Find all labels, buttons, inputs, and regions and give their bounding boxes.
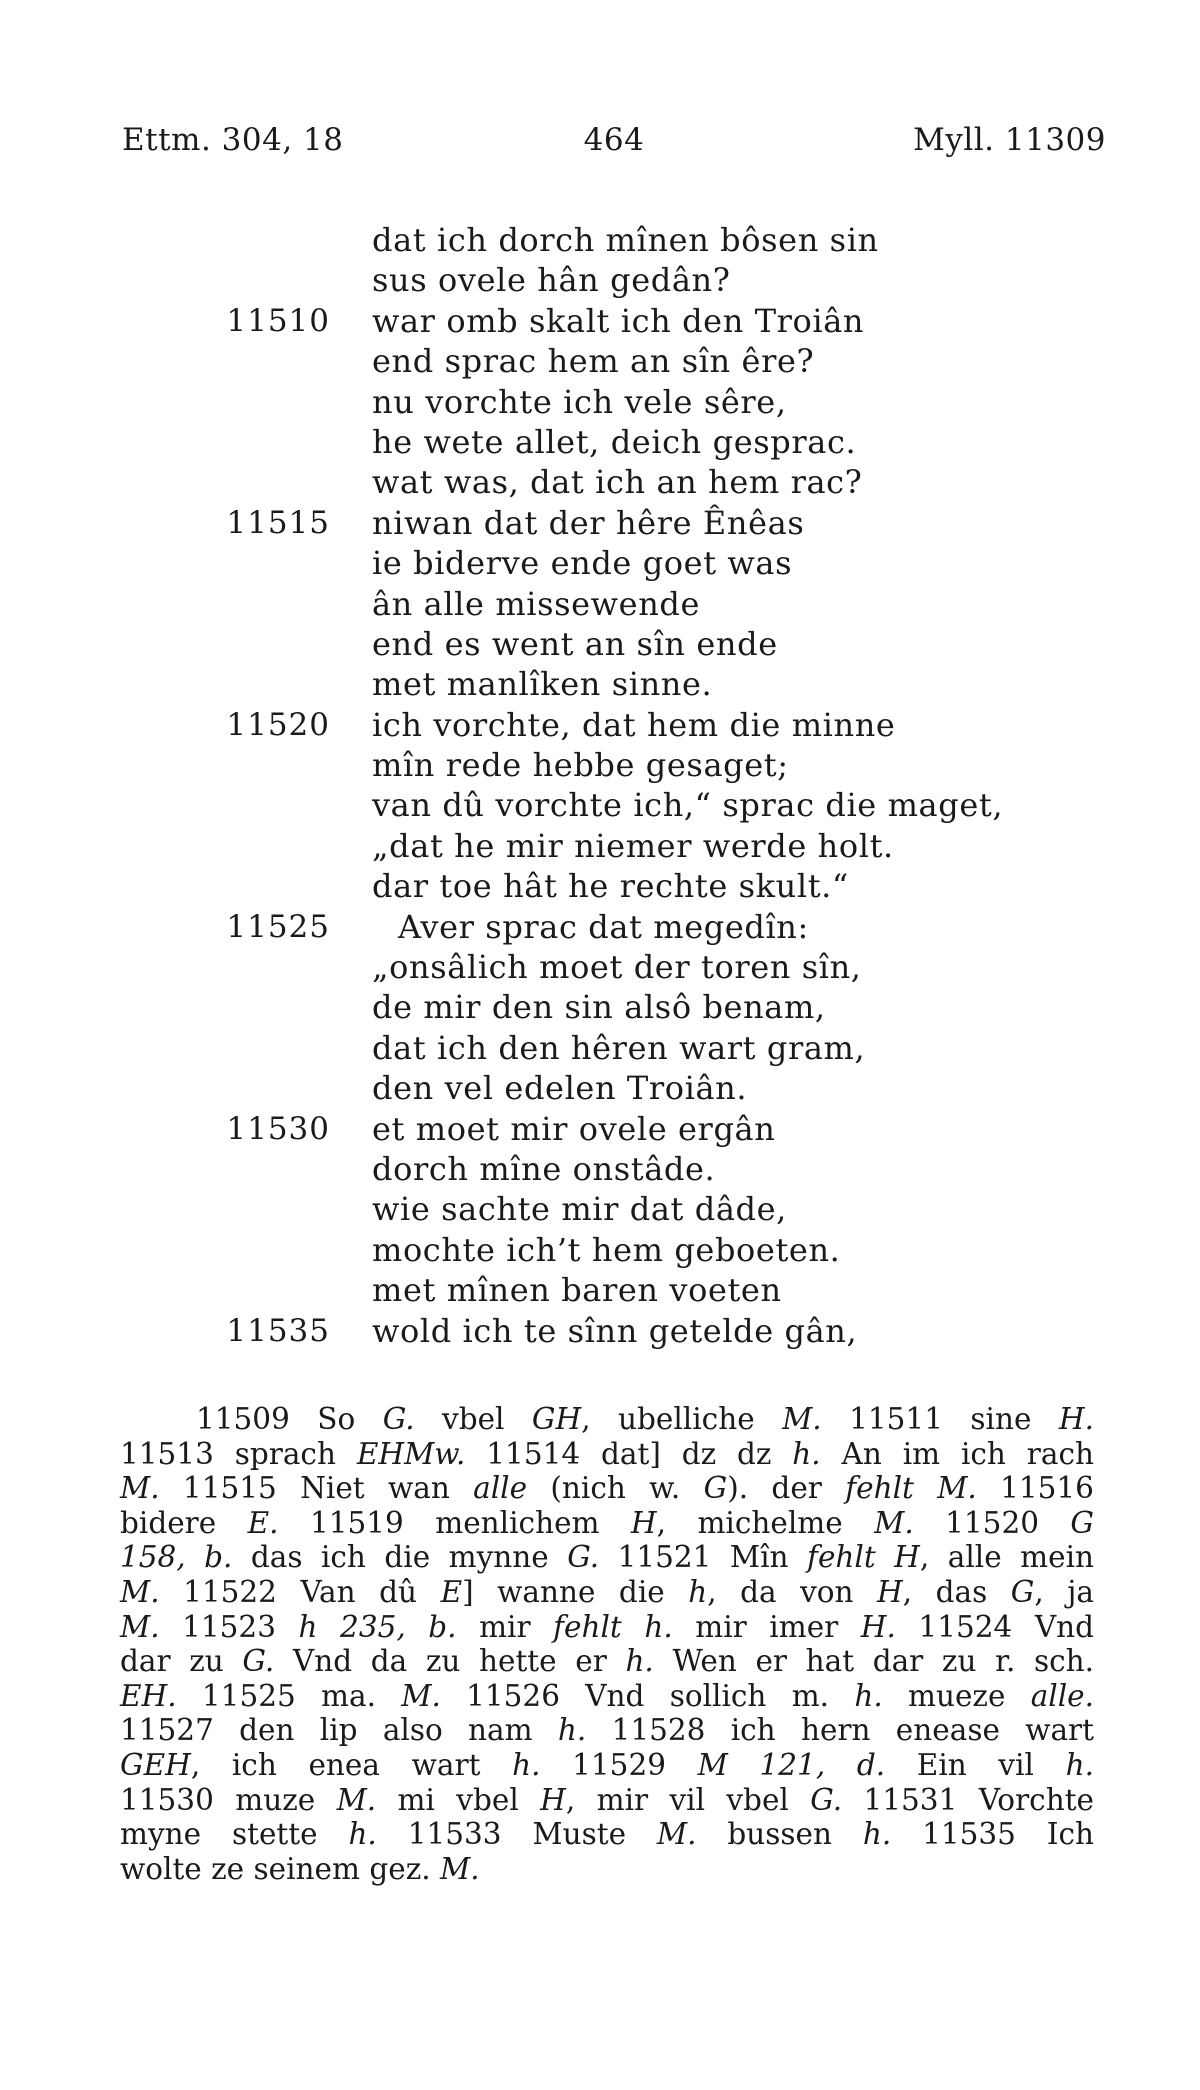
verse-text: „dat he mir niemer werde holt. (372, 826, 894, 865)
verse-text: met mînen baren voeten (372, 1271, 782, 1310)
siglum-italic: GEH (120, 1747, 191, 1782)
apparatus-text: 11513 sprach (120, 1436, 357, 1471)
apparatus-text: das ich die mynne (232, 1540, 568, 1575)
apparatus-text: vbel (414, 1402, 532, 1436)
siglum-italic: EHMw. (356, 1436, 466, 1471)
verse-line (0, 382, 1200, 422)
apparatus-text: mir (456, 1609, 554, 1644)
siglum-italic: M. (782, 1402, 822, 1436)
verse-text: et moet mir ovele ergân (372, 1109, 776, 1148)
apparatus-line (120, 1610, 1094, 1645)
siglum-italic: fehlt H (807, 1540, 920, 1575)
page-header (122, 118, 1106, 162)
siglum-italic: M. (120, 1574, 160, 1609)
siglum-italic: h 235, b. (298, 1609, 457, 1644)
apparatus-text: 11519 menlichem (278, 1505, 631, 1540)
apparatus-text: ). der (727, 1471, 846, 1506)
siglum-italic: EH. (120, 1678, 177, 1713)
apparatus-line (120, 1852, 1094, 1887)
verse-line (0, 341, 1200, 381)
verse-line (0, 1149, 1200, 1189)
verse-text: den vel edelen Troiân. (372, 1069, 748, 1108)
siglum-italic: h. (348, 1817, 377, 1852)
siglum-italic: H. (860, 1609, 896, 1644)
verse-text: dat ich den hêren wart gram, (372, 1028, 866, 1067)
apparatus-line (120, 1402, 1094, 1437)
verse-text: dat ich dorch mînen bôsen sin (372, 221, 879, 259)
verse-line (0, 422, 1200, 462)
apparatus-line (120, 1437, 1094, 1472)
verse-text: wie sachte mir dat dâde, (372, 1190, 787, 1229)
siglum-italic: M 121, d. (697, 1747, 886, 1782)
verse-text: sus ovele hân gedân? (372, 261, 731, 300)
verse-text: wat was, dat ich an hem rac? (372, 463, 863, 502)
verse-line (0, 664, 1200, 704)
apparatus-text: mir imer (672, 1609, 861, 1644)
verse-text: mochte ich’t hem geboeten. (372, 1230, 841, 1269)
verse-line (0, 1230, 1200, 1270)
header-left-reference: Ettm. 304, 18 (122, 122, 344, 158)
verse-line (0, 785, 1200, 825)
verse-line (0, 947, 1200, 987)
siglum-italic: H (630, 1505, 657, 1540)
line-number: 11535 (226, 1312, 330, 1349)
verse-text: ich vorchte, dat hem die minne (372, 705, 896, 744)
siglum-italic: G. (382, 1402, 415, 1436)
apparatus-text: Vnd da zu hette er (274, 1644, 626, 1679)
siglum-italic: M. (656, 1817, 697, 1852)
apparatus-text: Ein vil (885, 1747, 1066, 1782)
siglum-italic: E. (247, 1505, 279, 1540)
apparatus-text: , ich enea wart (190, 1747, 513, 1782)
apparatus-text: 11528 ich hern enease wart (586, 1713, 1094, 1748)
siglum-italic: M. (401, 1678, 441, 1713)
siglum-italic: h. (1065, 1747, 1094, 1782)
verse-text: „onsâlich moet der toren sîn, (372, 948, 862, 987)
header-right-reference: Myll. 11309 (913, 122, 1106, 158)
verse-text: niwan dat der hêre Ênêas (372, 503, 805, 542)
verse-text: end es went an sîn ende (372, 624, 778, 663)
verse-text: dorch mîne onstâde. (372, 1149, 716, 1188)
verse-text: end sprac hem an sîn êre? (372, 342, 815, 381)
apparatus-line (120, 1713, 1094, 1748)
verse-line (0, 301, 1200, 341)
siglum-italic: M. (120, 1471, 160, 1506)
apparatus-text: (nich w. (527, 1471, 704, 1506)
apparatus-text: Wen er hat dar zu r. sch. (653, 1644, 1094, 1679)
apparatus-line (120, 1679, 1094, 1714)
apparatus-text: 11511 sine (821, 1402, 1059, 1436)
line-number: 11530 (226, 1110, 330, 1147)
apparatus-line (120, 1471, 1094, 1506)
apparatus-text: 11527 den lip also nam (120, 1713, 558, 1748)
verse-line (0, 826, 1200, 866)
siglum-italic: G (703, 1471, 728, 1506)
line-number: 11515 (226, 504, 330, 541)
verse-line (0, 220, 1200, 260)
verse-text: ân alle missewende (372, 584, 701, 623)
siglum-italic: G. (810, 1782, 843, 1817)
siglum-italic: H. (1058, 1402, 1094, 1436)
siglum-italic: H (877, 1574, 903, 1609)
siglum-italic: h. (792, 1436, 821, 1471)
verse-line (0, 584, 1200, 624)
siglum-italic: M. (336, 1782, 377, 1817)
verse-line (0, 503, 1200, 543)
apparatus-text: 11526 Vnd sollich m. (440, 1678, 855, 1713)
siglum-italic: G (1070, 1505, 1094, 1540)
critical-apparatus (120, 1402, 1094, 1886)
siglum-italic: fehlt M. (845, 1471, 977, 1506)
apparatus-line (120, 1540, 1094, 1575)
siglum-italic: GH (531, 1402, 582, 1436)
apparatus-text: 11520 (913, 1505, 1071, 1540)
verse-line (0, 1270, 1200, 1310)
siglum-italic: alle. (1030, 1678, 1094, 1713)
verse-line (0, 1311, 1200, 1351)
siglum-italic: M. (440, 1851, 480, 1886)
apparatus-text: An im ich rach (820, 1436, 1095, 1471)
verse-block (0, 220, 1200, 1351)
apparatus-text: 11509 So (196, 1402, 383, 1436)
verse-line (0, 1189, 1200, 1229)
apparatus-text: wolte ze seinem gez. (120, 1851, 440, 1886)
siglum-italic: G. (567, 1540, 600, 1575)
verse-text: Aver sprac dat megedîn: (398, 907, 809, 946)
apparatus-line (120, 1506, 1094, 1541)
apparatus-line (120, 1644, 1094, 1679)
apparatus-text: , ja (1034, 1574, 1094, 1609)
verse-text: he wete allet, deich gesprac. (372, 422, 857, 461)
siglum-italic: alle (473, 1471, 528, 1506)
apparatus-text: 11525 ma. (176, 1678, 402, 1713)
line-number: 11510 (226, 302, 330, 339)
apparatus-text: , das (902, 1574, 1011, 1609)
apparatus-text: mueze (882, 1678, 1031, 1713)
apparatus-text: 11514 dat] dz dz (465, 1436, 793, 1471)
verse-line (0, 1028, 1200, 1068)
apparatus-text: , alle mein (919, 1540, 1095, 1575)
apparatus-text: 11516 (976, 1471, 1094, 1506)
apparatus-text: myne stette (120, 1817, 349, 1852)
siglum-italic: h. (862, 1817, 892, 1852)
siglum-italic: h (688, 1574, 708, 1609)
siglum-italic: h. (854, 1678, 883, 1713)
apparatus-line (120, 1748, 1094, 1783)
apparatus-text: , ubelliche (581, 1402, 783, 1436)
siglum-italic: E (440, 1574, 463, 1609)
verse-line (0, 260, 1200, 300)
siglum-italic: h. (512, 1747, 541, 1782)
apparatus-text: 11524 Vnd (895, 1609, 1095, 1644)
apparatus-text: 11533 Muste (376, 1817, 657, 1852)
page-number: 464 (583, 122, 645, 158)
verse-line (0, 1109, 1200, 1149)
apparatus-text: 11523 (159, 1609, 299, 1644)
apparatus-text: 11530 muze (120, 1782, 337, 1817)
siglum-italic: h. (625, 1644, 654, 1679)
siglum-italic: fehlt h. (553, 1609, 673, 1644)
verse-text: mîn rede hebbe gesaget; (372, 746, 789, 785)
apparatus-text: bussen (696, 1817, 863, 1852)
apparatus-text: 11515 Niet wan (159, 1471, 474, 1506)
verse-text: ie biderve ende goet was (372, 544, 793, 583)
apparatus-line (120, 1783, 1094, 1818)
verse-text: dar toe hât he rechte skult.“ (372, 867, 849, 906)
verse-text: nu vorchte ich vele sêre, (372, 382, 787, 421)
apparatus-text: 11535 Ich (891, 1817, 1094, 1852)
apparatus-text: 11531 Vorchte (842, 1782, 1095, 1817)
verse-text: de mir den sin alsô benam, (372, 988, 826, 1027)
verse-line (0, 624, 1200, 664)
siglum-italic: M. (120, 1609, 160, 1644)
apparatus-text: , mir vil vbel (565, 1782, 811, 1817)
verse-text: wold ich te sînn getelde gân, (372, 1311, 858, 1350)
verse-line (0, 705, 1200, 745)
verse-text: war omb skalt ich den Troiân (372, 301, 865, 340)
apparatus-text: bidere (120, 1505, 248, 1540)
apparatus-text: dar zu (120, 1644, 243, 1679)
apparatus-text: , michelme (656, 1505, 875, 1540)
verse-line (0, 866, 1200, 906)
apparatus-text: , da von (707, 1574, 878, 1609)
apparatus-text: 11529 (540, 1747, 698, 1782)
verse-line (0, 745, 1200, 785)
verse-text: met manlîken sinne. (372, 665, 713, 704)
apparatus-line (120, 1575, 1094, 1610)
apparatus-text: 11522 Van dû (159, 1574, 441, 1609)
apparatus-text: mi vbel (376, 1782, 541, 1817)
verse-text: van dû vorchte ich,“ sprac die maget, (372, 786, 1004, 825)
apparatus-text: 11521 Mîn (599, 1540, 808, 1575)
siglum-italic: M. (874, 1505, 914, 1540)
line-number: 11520 (226, 706, 330, 743)
verse-line (0, 907, 1200, 947)
verse-line (0, 543, 1200, 583)
verse-line (0, 1068, 1200, 1108)
siglum-italic: h. (557, 1713, 587, 1748)
apparatus-line (120, 1817, 1094, 1852)
siglum-italic: 158, b. (120, 1540, 233, 1575)
siglum-italic: G. (242, 1644, 275, 1679)
apparatus-text: ] wanne die (462, 1574, 689, 1609)
line-number: 11525 (226, 908, 330, 945)
siglum-italic: H (540, 1782, 566, 1817)
siglum-italic: G (1010, 1574, 1035, 1609)
verse-line (0, 987, 1200, 1027)
verse-line (0, 462, 1200, 502)
